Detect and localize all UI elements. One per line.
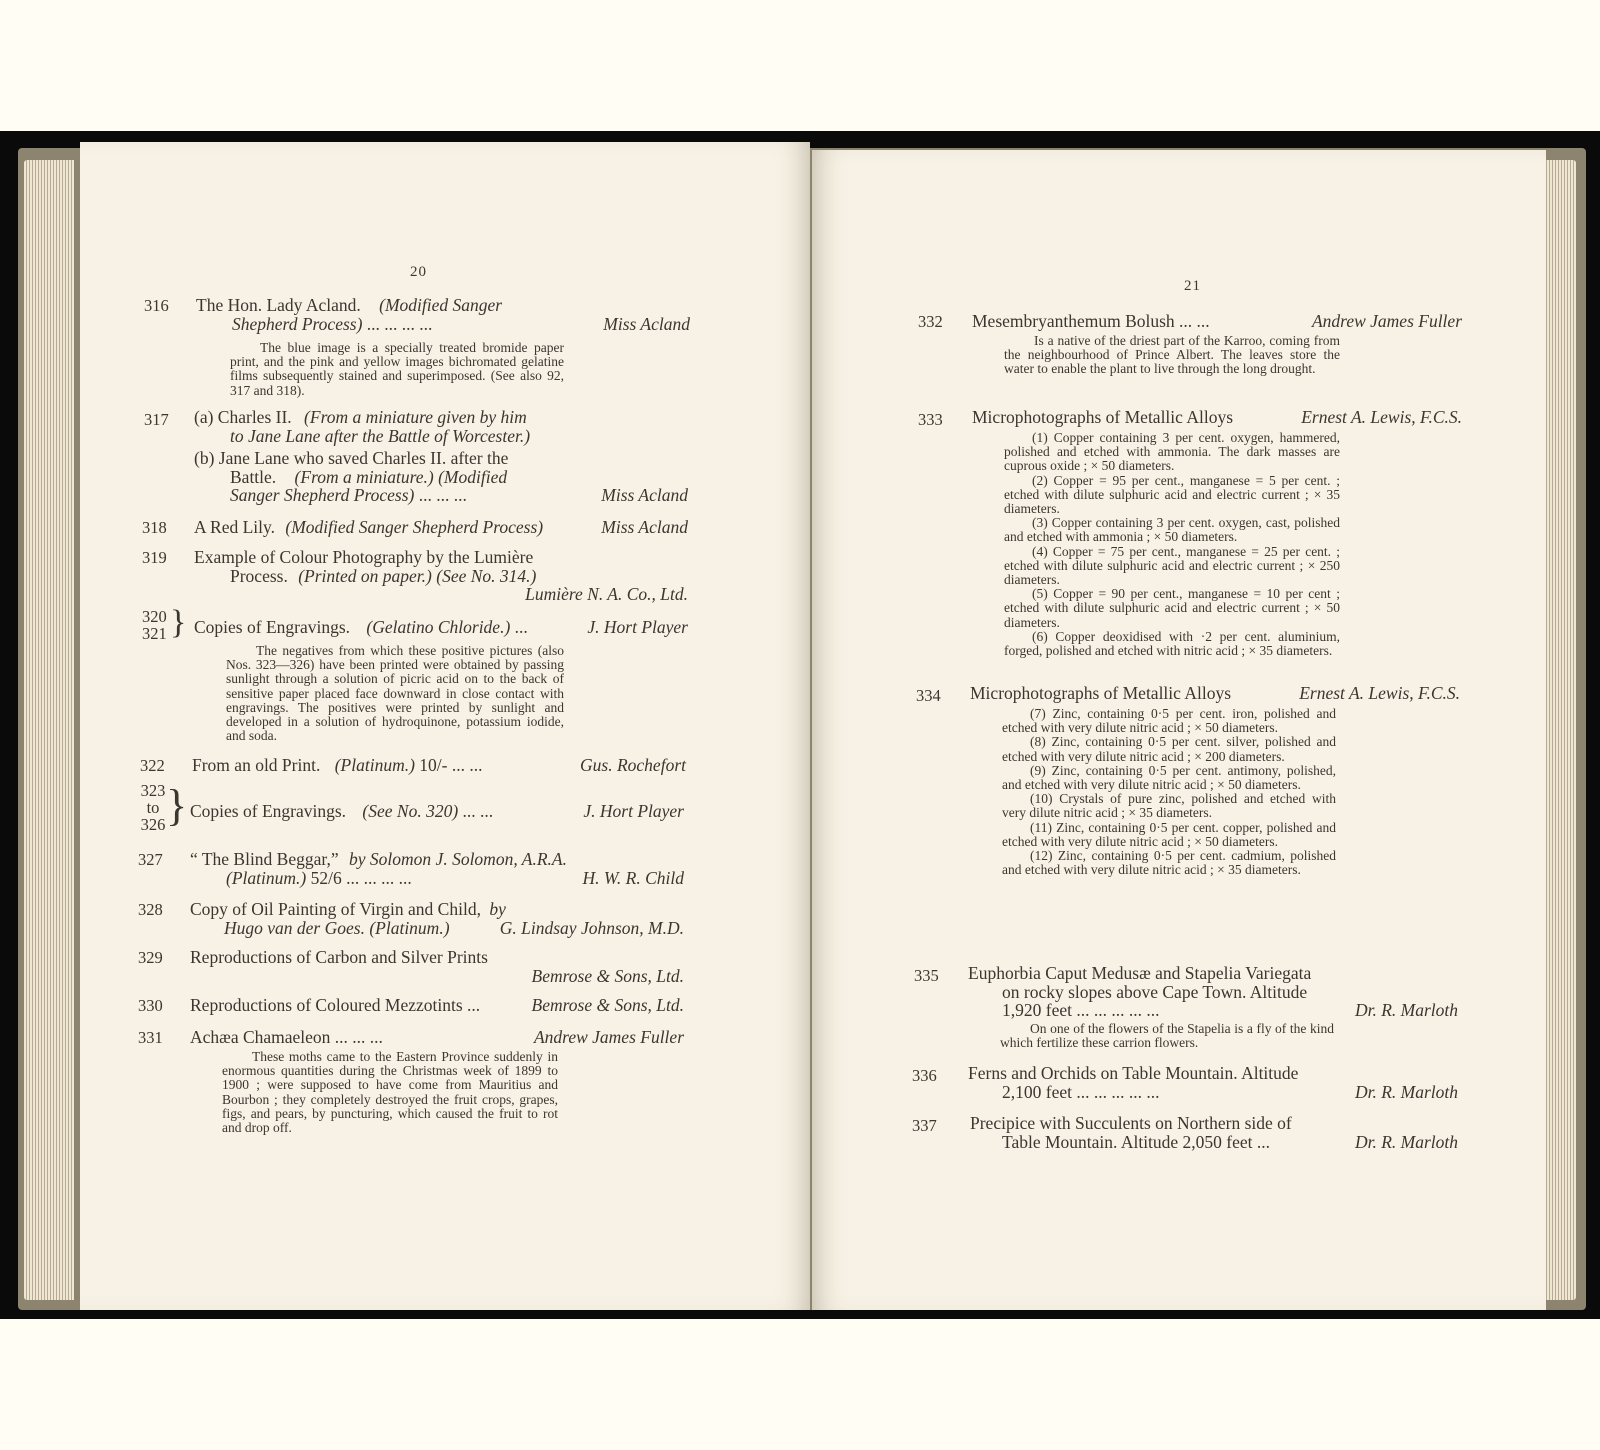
brace: }: [166, 781, 188, 830]
contributor: J. Hort Player: [583, 801, 684, 821]
entry-number: 337: [912, 1116, 937, 1135]
entry-number: 331: [138, 1028, 163, 1047]
entry-number: 332: [918, 312, 943, 331]
catalogue-entry: Microphotographs of Metallic Alloys Ernest A. Lewis, F.C.S.: [970, 683, 1460, 703]
entry-number: 335: [914, 966, 939, 985]
catalogue-entry: Example of Colour Photography by the Lumière Process. (Printed on paper.) (See No. 314.) Lumière N. A. Co., Ltd.: [194, 547, 688, 604]
catalogue-entry: Copy of Oil Painting of Virgin and Child, by Hugo van der Goes. (Platinum.) G. Lindsay Johnson, M.D.: [190, 899, 684, 938]
page-number: 20: [410, 264, 427, 280]
contributor: Dr. R. Marloth: [1354, 1000, 1458, 1020]
alloy-item: (12) Zinc, containing 0·5 per cent. cadmium, polished and etched with very dilute nitric acid ; × 35 diameters.: [1002, 848, 1336, 878]
alloy-item: (7) Zinc, containing 0·5 per cent. iron, polished and etched with very dilute nitric acid ; × 50 diameters.: [1002, 706, 1336, 736]
contributor: Miss Acland: [601, 517, 688, 537]
alloy-item-list: [1002, 707, 1336, 877]
contributor: Andrew James Fuller: [533, 1027, 684, 1047]
alloy-item-list: [1004, 431, 1340, 658]
entry-number: 330: [138, 996, 163, 1015]
entry-number: 322: [140, 756, 165, 775]
contributor: Dr. R. Marloth: [1354, 1131, 1458, 1152]
entry-number-range: 323 to 326: [140, 781, 166, 834]
alloy-item: (8) Zinc, containing 0·5 per cent. silver, polished and etched with very dilute nitric acid ; × 200 diameters.: [1002, 734, 1336, 764]
catalogue-entry: Achæa Chamaeleon ... ... ... Andrew James Fuller: [190, 1027, 684, 1047]
entry-description: The blue image is a specially treated bromide paper print, and the pink and yellow images bichromated gelatine films subsequently stained and superimposed. (See also 92, 317 and 318).: [230, 340, 564, 398]
contributor: J. Hort Player: [587, 617, 688, 637]
entry-number: 316: [144, 296, 169, 315]
contributor: Bemrose & Sons, Ltd.: [531, 995, 684, 1015]
entry-number: 327: [138, 850, 163, 869]
alloy-item: (6) Copper deoxidised with ·2 per cent. aluminium, forged, polished and etched with nitric acid ; × 35 diameters.: [1004, 628, 1340, 659]
entry-number: 334: [916, 686, 941, 705]
contributor: Bemrose & Sons, Ltd.: [531, 965, 684, 986]
contributor: Gus. Rochefort: [580, 755, 686, 775]
catalogue-entry: Reproductions of Carbon and Silver Prints Bemrose & Sons, Ltd.: [190, 947, 684, 986]
catalogue-entry: Copies of Engravings. (Gelatino Chloride.) ... J. Hort Player: [194, 617, 688, 637]
catalogue-entry: Microphotographs of Metallic Alloys Ernest A. Lewis, F.C.S.: [972, 407, 1462, 427]
entry-description: On one of the flowers of the Stapelia is a fly of the kind which fertilize these carrion flowers.: [1000, 1021, 1334, 1051]
entry-description: These moths came to the Eastern Province suddenly in enormous quantities during the Christmas week of 1899 to 1900 ; were supposed to have come from Mauritius and Bourbon ; they completely destroyed the fruit crops, grapes, figs, and pears, by puncturing, which caused the fruit to rot and drop off.: [222, 1049, 558, 1136]
contributor: Ernest A. Lewis, F.C.S.: [1301, 407, 1462, 427]
entry-number: 336: [912, 1066, 937, 1085]
contributor: Andrew James Fuller: [1311, 311, 1462, 331]
alloy-item: (1) Copper containing 3 per cent. oxygen, hammered, polished and etched with ammonia. The dark masses are cuprous oxide ; × 50 diameters.: [1004, 430, 1340, 474]
entry-number: 318: [142, 518, 167, 537]
catalogue-entry: Mesembryanthemum Bolush ... ... Andrew James Fuller: [972, 311, 1462, 331]
page-number: 21: [1184, 278, 1201, 294]
entry-number-range: 320 321: [142, 607, 167, 643]
alloy-item: (3) Copper containing 3 per cent. oxygen, cast, polished and etched with ammonia ; × 50 diameters.: [1004, 515, 1340, 545]
right-page: [812, 150, 1546, 1310]
alloy-item: (10) Crystals of pure zinc, polished and etched with very dilute nitric acid ; × 35 diameters.: [1002, 791, 1336, 821]
contributor: Miss Acland: [601, 485, 688, 505]
catalogue-entry: Ferns and Orchids on Table Mountain. Altitude 2,100 feet ... ... ... ... ... Dr. R. Marloth: [968, 1063, 1458, 1102]
alloy-item: (2) Copper = 95 per cent., manganese = 5 per cent. ; etched with dilute sulphuric acid and electric current ; × 35 diameters.: [1004, 472, 1340, 517]
catalogue-entry: (a) Charles II. (From a miniature given by him to Jane Lane after the Battle of Worcester.) (b) Jane Lane who saved Charles II. after the Battle. (From a miniature.) (Modified Sanger Shepherd Process) ... ... ... Miss Acland: [194, 407, 688, 505]
contributor: H. W. R. Child: [582, 867, 684, 888]
contributor: Dr. R. Marloth: [1354, 1081, 1458, 1102]
entry-number: 329: [138, 948, 163, 967]
catalogue-entry: Euphorbia Caput Medusæ and Stapelia Variegata on rocky slopes above Cape Town. Altitude 1,920 feet ... ... ... ... ... Dr. R. Marloth: [968, 963, 1458, 1020]
catalogue-entry: From an old Print. (Platinum.) 10/- ... ... Gus. Rochefort: [192, 755, 686, 775]
alloy-item: (4) Copper = 75 per cent., manganese = 25 per cent. ; etched with dilute sulphuric acid and electric current ; × 250 diameters.: [1004, 543, 1340, 588]
alloy-item: (9) Zinc, containing 0·5 per cent. antimony, polished, and etched with very dilute nitric acid ; × 50 diameters.: [1002, 762, 1336, 793]
contributor: Lumière N. A. Co., Ltd.: [525, 584, 688, 604]
catalogue-entry: A Red Lily. (Modified Sanger Shepherd Process) Miss Acland: [194, 517, 688, 537]
catalogue-entry: Copies of Engravings. (See No. 320) ... ... J. Hort Player: [190, 801, 684, 821]
contributor: Miss Acland: [603, 313, 690, 334]
alloy-item: (11) Zinc, containing 0·5 per cent. copper, polished and etched with very dilute nitric acid ; × 50 diameters.: [1002, 819, 1336, 849]
contributor: Ernest A. Lewis, F.C.S.: [1299, 683, 1460, 703]
catalogue-entry: The Hon. Lady Acland. (Modified Sanger Shepherd Process) ... ... ... ... Miss Acland: [196, 295, 690, 334]
contributor: G. Lindsay Johnson, M.D.: [499, 917, 684, 938]
entry-number: 333: [918, 410, 943, 429]
catalogue-entry: Reproductions of Coloured Mezzotints ... Bemrose & Sons, Ltd.: [190, 995, 684, 1015]
entry-description: The negatives from which these positive pictures (also Nos. 323—326) have been printed were obtained by passing sunlight through a solution of picric acid on to the back of sensitive paper placed face downward in close contact with engravings. The positives were printed by sunlight and developed in a solution of hydroquinone, potassium iodide, and soda.: [226, 643, 564, 744]
entry-number: 317: [144, 410, 169, 429]
entry-description: Is a native of the driest part of the Karroo, coming from the neighbourhood of Prince Albert. The leaves store the water to enable the plant to live through the long drought.: [1004, 333, 1340, 377]
entry-number: 328: [138, 900, 163, 919]
brace: }: [170, 604, 187, 641]
left-page-edges: [24, 160, 74, 1300]
alloy-item: (5) Copper = 90 per cent., manganese = 10 per cent ; etched with dilute sulphuric acid and electric current ; × 50 diameters.: [1004, 586, 1340, 630]
catalogue-entry: “ The Blind Beggar,” by Solomon J. Solomon, A.R.A. (Platinum.) 52/6 ... ... ... ... H. W. R. Child: [190, 849, 684, 888]
entry-number: 319: [142, 548, 167, 567]
left-page: [80, 142, 810, 1310]
catalogue-entry: Precipice with Succulents on Northern side of Table Mountain. Altitude 2,050 feet ... Dr. R. Marloth: [970, 1113, 1458, 1152]
